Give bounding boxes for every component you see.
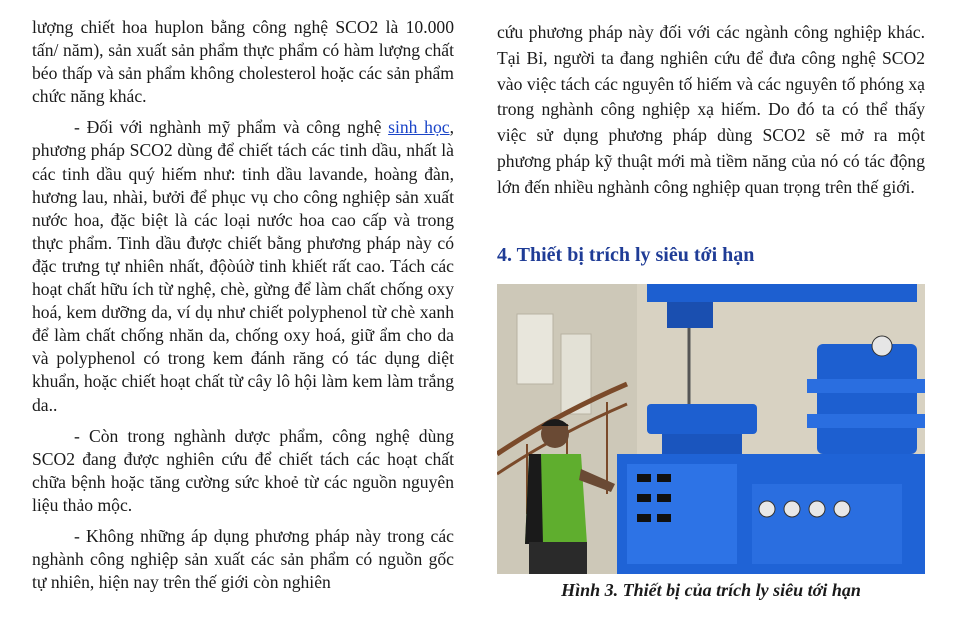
- left-column: [32, 16, 454, 602]
- right-column: [497, 20, 925, 201]
- paragraph-other-industries: - Không những áp dụng phương pháp này trong các nghành công nghiệp sản xuất các sản phẩm có nguồn gốc tự nhiên, hiện nay trên thế giới còn nghiên: [32, 525, 454, 593]
- equipment-photo: [497, 284, 925, 574]
- cosmetics-text-rest: , phương pháp SCO2 dùng để chiết tách các tinh dầu, nhất là các tinh dầu quý hiếm như: tinh dầu lavande, hoàng đàn, hương lau, nhài, bưởi để phục vụ cho công nghiệp sản xuất nước hoa, đặc biệt là các loại nước hoa cao cấp và trong thực phẩm. Tinh dầu được chiết bằng phương pháp này có đặc trưng tự nhiên nhất, độòúờ tinh khiết rất cao. Tách các hoạt chất hữu ích từ nghệ, chè, gừng để làm chất chống oxy hoá, kem dưỡng da, ví dụ như chiết polyphenol từ chè xanh để làm chất chống nhăn da, chống oxy hoá, giữ ẩm cho da và polyphenol có trong kem đánh răng có tác dụng diệt khuẩn, hoặc chiết hoạt chất từ cây lô hội làm kem làm trắng da..: [32, 117, 454, 415]
- paragraph-pharmaceuticals: - Còn trong nghành dược phẩm, công nghệ dùng SCO2 đang được nghiên cứu để chiết tách các hoạt chất chữa bệnh hoặc tăng cường sức khoẻ từ các nguồn nguyên liệu thảo mộc.: [32, 425, 454, 515]
- figure-caption: Hình 3. Thiết bị của trích ly siêu tới hạn: [561, 580, 861, 600]
- section-heading: 4. Thiết bị trích ly siêu tới hạn: [497, 244, 755, 266]
- paragraph-cosmetics: [32, 116, 454, 416]
- paragraph-hops-extraction: lượng chiết hoa huplon bằng công nghệ SCO2 là 10.000 tấn/ năm), sản xuất sản phẩm thực phẩm có hàm lượng chất béo thấp và sản phẩm không cholesterol hoặc các sản phẩm chức năng khác.: [32, 17, 454, 107]
- paragraph-belgium-research: cứu phương pháp này đối với các ngành công nghiệp khác. Tại Bỉ, người ta đang nghiên cứu để đưa công nghệ SCO2 vào việc tách các nguyên tố hiếm và các nguyên tố phóng xạ trong nghành công nghiệp xạ hiếm. Do đó ta có thể thấy việc sử dụng phương pháp dùng SCO2 sẽ mở ra một phương pháp kỹ thuật mới mà tiềm năng của nó có tác động lớn đến nhiều nghành công nghiệp quan trọng trên thế giới.: [497, 22, 925, 197]
- supercritical-extractor-illustration: [497, 284, 925, 574]
- link-sinh-hoc[interactable]: sinh học: [388, 117, 450, 138]
- cosmetics-text-start: - Đối với nghành mỹ phẩm và công nghệ: [74, 117, 389, 138]
